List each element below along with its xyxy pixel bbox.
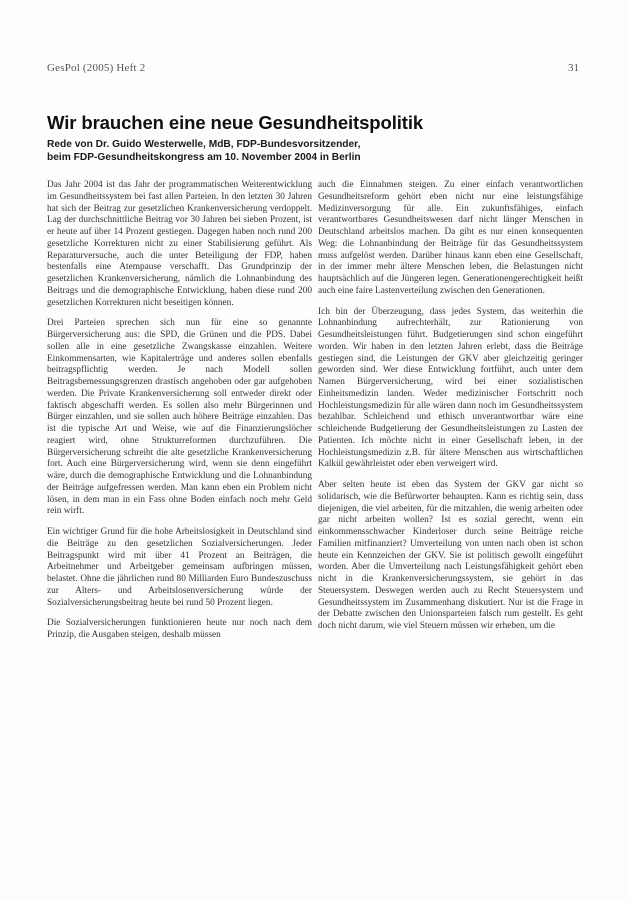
paragraph: Ich bin der Überzeugung, dass jedes System, das weiterhin die Lohnanbindung aufrechterhält, zur Rationierung von Gesundheitsleistungen führt. Budgetierungen sind schon eingeführt worden. Wir haben in den letzten Jahren erlebt, dass die Beiträge gestiegen sind, die Leistungen der GKV aber gleichzeitig geringer geworden sind. Wer diese Entwicklung fortführt, auch unter dem Namen Bürgerversicherung, wird bei einer sozialistischen Einheitsmedizin landen. Weder medizinischer Fortschritt noch Hochleistungsmedizin für alle wären dann noch im Gesundheitssystem bezahlbar. Schleichend und ethisch unverantwortbar wäre eine schleichende Budgetierung der Gesundheitsleistungen zu Lasten der Patienten. Ich möchte nicht in einer Gesellschaft leben, in der Hochleistungsmedizin z.B. für ältere Menschen aus wirtschaftlichen Kalkül gewährleistet oder eben verweigert wird. — [318, 306, 583, 470]
journal-header: GesPol (2005) Heft 2 — [47, 62, 146, 74]
paragraph: Die Sozialversicherungen funktionieren heute nur noch nach dem Prinzip, die Ausgaben steigen, deshalb müssen — [47, 618, 312, 640]
article-title: Wir brauchen eine neue Gesundheitspolitik — [47, 112, 424, 133]
paragraph: Ein wichtiger Grund für die hohe Arbeitslosigkeit in Deutschland sind die Beiträge zu den gesetzlichen Sozialversicherungen. Jeder Beitragspunkt wird mit über 41 Prozent an Beiträgen, die Arbeitnehmer und Arbeitgeber gemeinsam aufbringen müssen, belastet. Ohne die jährlichen rund 80 Milliarden Euro Bundeszuschuss zur Alters- und Arbeitslosenversicherung würde der Sozialversicherungsbeitrag heute bei rund 50 Prozent liegen. — [47, 527, 312, 608]
subtitle-line-1: Rede von Dr. Guido Westerwelle, MdB, FDP-Bundesvorsitzender, — [47, 139, 361, 150]
article-subtitle — [47, 139, 587, 164]
paragraph: Das Jahr 2004 ist das Jahr der programmatischen Weiterentwicklung im Gesundheitssystem bei fast allen Parteien. In den letzten 30 Jahren hat sich der Beitrag zur gesetzlichen Krankenversicherung verdoppelt. Lag der durchschnittliche Beitrag vor 30 Jahren bei sieben Prozent, ist er heute auf über 14 Prozent gestiegen. Dagegen haben noch rund 200 gesetzliche Korrekturen nicht zu einer Stabilisierung geführt. Als Reparaturversuche, auch die unter Beteiligung der FDP, haben bestenfalls eine Atempause verschafft. Das Grundprinzip der gesetzlichen Krankenversicherung, nämlich die Lohnanbindung des Beitrags und die demographische Entwicklung, haben diese rund 200 gesetzlichen Korrekturen nicht beseitigen können. — [47, 180, 312, 308]
paragraph: Aber selten heute ist eben das System der GKV gar nicht so solidarisch, wie die Befürworter behaupten. Kann es richtig sein, dass diejenigen, die viel arbeiten, für die mitzahlen, die wenig arbeiten oder gar nicht arbeiten wollen? Ist es sozial gerecht, wenn ein einkommensschwacher Kinderloser durch seine Beiträge reiche Familien mitfinanziert? Umverteilung von unten nach oben ist schon heute ein Kennzeichen der GKV. Sie ist politisch gewollt eingeführt worden. Aber die Umverteilung nach Leistungsfähigkeit gehört eben nicht in die Krankenversicherungssystem, sie gehört in das Steuersystem. Deswegen werden auch zu Recht Steuersystem und Gesundheitssystem im Zusammenhang diskutiert. Nur ist die Frage in der Debatte zwischen den Unionsparteien falsch rum gestellt. Es geht doch nicht darum, wie viel Steuern müssen wir erheben, um die — [318, 480, 583, 631]
right-column — [318, 180, 583, 642]
page-number: 31 — [568, 62, 579, 74]
left-column — [47, 180, 312, 651]
paragraph: auch die Einnahmen steigen. Zu einer einfach verantwortlichen Gesundheitsreform gehört eben nicht nur eine leistungsfähige Medizinversorgung für alle. Ein zukunftsfähiges, einfach verantwortbares Gesundheitswesen darf nicht länger Menschen in Deutschland arbeitslos machen. Da gibt es nur einen konsequenten Weg: die Lohnanbindung der Beiträge für das Gesundheitssystem muss aufgelöst werden. Darüber hinaus kann eben eine Gesellschaft, in der immer mehr ältere Menschen leben, die Belastungen nicht hauptsächlich auf die Jüngeren legen. Generationengerechtigkeit heißt auch eine faire Lastenverteilung zwischen den Generationen. — [318, 180, 583, 296]
paragraph: Drei Parteien sprechen sich nun für eine so genannte Bürgerversicherung aus: die SPD, die Grünen und die PDS. Dabei sollen alle in eine gesetzliche Zwangskasse einzahlen. Weitere Einkommensarten, wie Kapitalerträge und anderes sollen ebenfalls beitragspflichtig werden. Je nach Modell sollen Beitragsbemessungsgrenzen drastisch angehoben oder gar aufgehoben werden. Die Private Krankenversicherung soll entweder direkt oder faktisch abgeschafft werden. Es sollen also mehr Bürgerinnen und Bürger einzahlen, und sie sollen auch höhere Beiträge einzahlen. Das ist die typische Art und Weise, wie auf die Finanzierungslöcher reagiert wird, ohne Strukturreformen durchzuführen. Die Bürgerversicherung schreibt die alte gesetzliche Krankenversicherung fort. Auch eine Bürgerversicherung wird, wenn sie denn eingeführt wäre, durch die demographische Entwicklung und die Lohnanbindung der Beiträge aufgefressen werden. Man kann eben ein Problem nicht lösen, in dem man in ein Fass ohne Boden einfach noch mehr Geld rein wirft. — [47, 318, 312, 517]
subtitle-line-2: beim FDP-Gesundheitskongress am 10. November 2004 in Berlin — [47, 151, 361, 163]
